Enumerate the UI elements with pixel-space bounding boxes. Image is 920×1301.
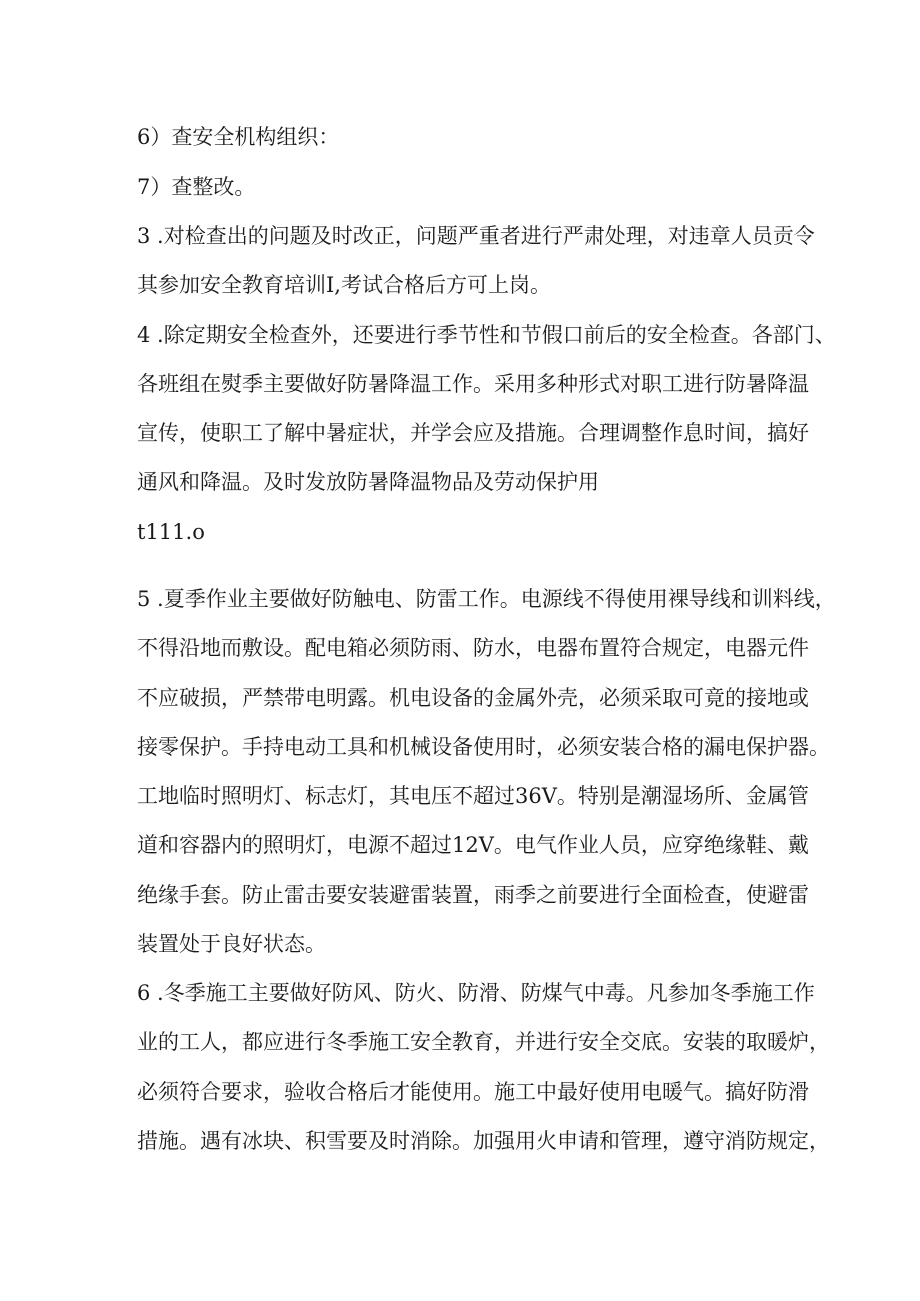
text-line: 5 .夏季作业主要做好防触电、防雷工作。电源线不得使用裸导线和训料线， [137,587,836,611]
text-line: 3 .对检查出的问题及时改正，问题严重者进行严肃处理，对违章人员贡令 [137,224,815,248]
text-line: 6 .冬季施工主要做好防风、防火、防滑、防煤气中毒。凡参加冬季施工作 [137,981,815,1005]
text-line: 其参加安全教育培训I,考试合格后方可上岗。 [137,273,551,297]
text-line: 工地临时照明灯、标志灯，其电压不超过36V。特别是潮湿场所、金属管 [137,784,809,808]
text-line: 各班组在熨季主要做好防暑降温工作。采用多种形式对职工进行防暑降温 [137,372,809,396]
text-line: 不应破损，严禁带电明露。机电设备的金属外壳，必须采取可竟的接地或 [137,686,809,710]
text-line: 通风和降温。及时发放防暑降温物品及劳动保护用 [137,470,599,494]
text-line: 绝缘手套。防止雷击要安装避雷装置，雨季之前要进行全面检查，使避雷 [137,883,809,907]
text-line: 措施。遇有冰块、积雪要及时消除。加强用火申请和管理，遵守消防规定， [137,1129,830,1153]
text-line: 必须符合要求，验收合格后才能使用。施工中最好使用电暖气。搞好防滑 [137,1080,809,1104]
text-line: 业的工人，都应进行冬季施工安全教育，并进行安全交底。安装的取暖炉， [137,1030,830,1054]
text-line: 宣传，使职工了解中暑症状，并学会应及措施。合理调整作息时间，搞好 [137,421,809,445]
text-line: 道和容器内的照明灯，电源不超过12V。电气作业人员，应穿绝缘鞋、戴 [137,833,809,857]
text-line: 不得沿地而敷设。配电箱必须防雨、防水，电器布置符合规定，电器元件 [137,636,809,660]
text-line: 装置处于良好状态。 [137,932,326,956]
text-line: 7）查整改。 [137,175,256,199]
text-line: 6）查安全机构组织： [137,125,340,149]
text-line: 4 .除定期安全检查外，还要进行季节性和节假口前后的安全检查。各部门、 [137,323,836,347]
text-line: 接零保护。手持电动工具和机械设备使用时，必须安装合格的漏电保护器。 [137,735,830,759]
text-line: t111.o [137,520,205,544]
